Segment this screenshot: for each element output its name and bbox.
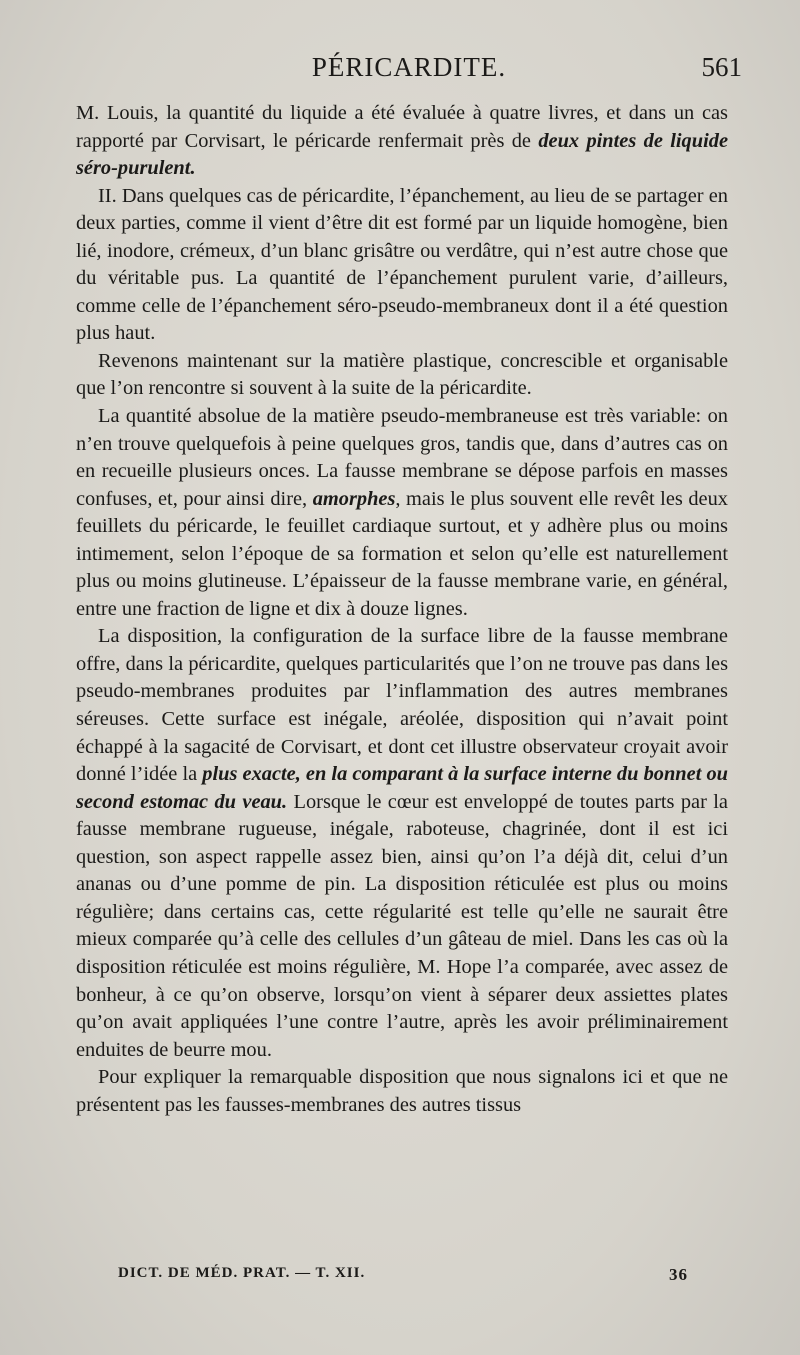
text-run: Lorsque le cœur est enveloppé de toutes parts par la fausse membrane rugueuse, inégale, raboteuse, chagrinée, dont il est ici question, son aspect rappelle assez bien, ainsi qu’on l’a déjà dit, celui d’un ananas ou d’une pomme de pin. La disposition réticulée est plus ou moins régulière; dans certains cas, cette régularité est telle qu’elle ne saurait être mieux comparée qu’à celle des cellules d’un gâteau de miel. Dans les cas où la disposition réticulée est moins régulière, M. Hope l’a comparée, avec assez de bonheur, à ce qu’on observe, lorsqu’on vient à séparer deux assiettes plates qu’on avait appliquées l’une contre l’autre, après les avoir préliminairement enduites de beurre mou. xyxy=(76,790,728,1061)
text-run: , mais le plus souvent elle revêt les deux feuillets du péricarde, le feuillet cardiaque surtout, et y adhère plus ou moins intimement, selon l’époque de sa formation et selon qu’elle est naturellement plus ou moins glutineuse. L’épaisseur de la fausse membrane varie, en général, entre une fraction de ligne et dix à douze lignes. xyxy=(76,487,729,620)
paragraph xyxy=(76,403,728,623)
running-title: PÉRICARDITE. xyxy=(311,52,507,82)
text-run: M. Louis, la quantité du liquide a été évaluée à quatre livres, et dans un cas rapporté par Corvisart, le péricarde renfermait près de xyxy=(76,102,728,152)
paragraph xyxy=(76,183,728,348)
emphasized-text: plus exacte, en la comparant à la surface interne du bonnet ou second estomac du veau. xyxy=(76,763,728,813)
paragraph xyxy=(76,348,728,403)
page-header xyxy=(76,52,742,90)
text-run: Revenons maintenant sur la matière plastique, concrescible et organisable que l’on rencontre si souvent à la suite de la péricardite. xyxy=(76,349,728,400)
text-run: Pour expliquer la remarquable disposition que nous signalons ici et que ne présentent pas les fausses-membranes des autres tissus xyxy=(76,1066,728,1116)
emphasized-text: deux pintes de liquide séro-purulent. xyxy=(76,129,728,180)
paragraph xyxy=(76,100,728,183)
paragraph xyxy=(76,623,728,1064)
paragraph xyxy=(76,1064,728,1119)
text-run: II. Dans quelques cas de péricardite, l’épanchement, au lieu de se partager en deux parties, comme il vient d’être dit est formé par un liquide homogène, bien lié, inodore, crémeux, d’un blanc grisâtre ou verdâtre, qui n’est autre chose que du véritable pus. La quantité de l’épanchement purulent varie, d’ailleurs, comme celle de l’épanchement séro-pseudo-membraneux dont il a été question plus haut. xyxy=(76,184,728,345)
emphasized-text: amorphes xyxy=(312,487,396,510)
text-run: La quantité absolue de la matière pseudo-membraneuse est très variable: on n’en trouve quelquefois à peine quelques gros, tandis que, dans d’autres cas on en recueille plusieurs onces. La fausse membrane se dépose parfois en masses confuses, et, pour ainsi dire, xyxy=(76,405,728,510)
sheet-number: 36 xyxy=(669,1265,688,1284)
page-footer xyxy=(118,1265,688,1291)
page-number: 561 xyxy=(701,52,742,82)
text-run: La disposition, la configuration de la surface libre de la fausse membrane offre, dans la péricardite, quelques particularités que l’on ne trouve pas dans les pseudo-membranes produites par l’inflammation des autres membranes séreuses. Cette surface est inégale, aréolée, disposition qui n’avait point échappé à la sagacité de Corvisart, et dont cet illustre observateur croyait avoir donné l’idée la xyxy=(76,625,728,786)
printer-signature: DICT. DE MÉD. PRAT. — T. XII. xyxy=(118,1265,366,1281)
body-text xyxy=(76,100,728,1119)
